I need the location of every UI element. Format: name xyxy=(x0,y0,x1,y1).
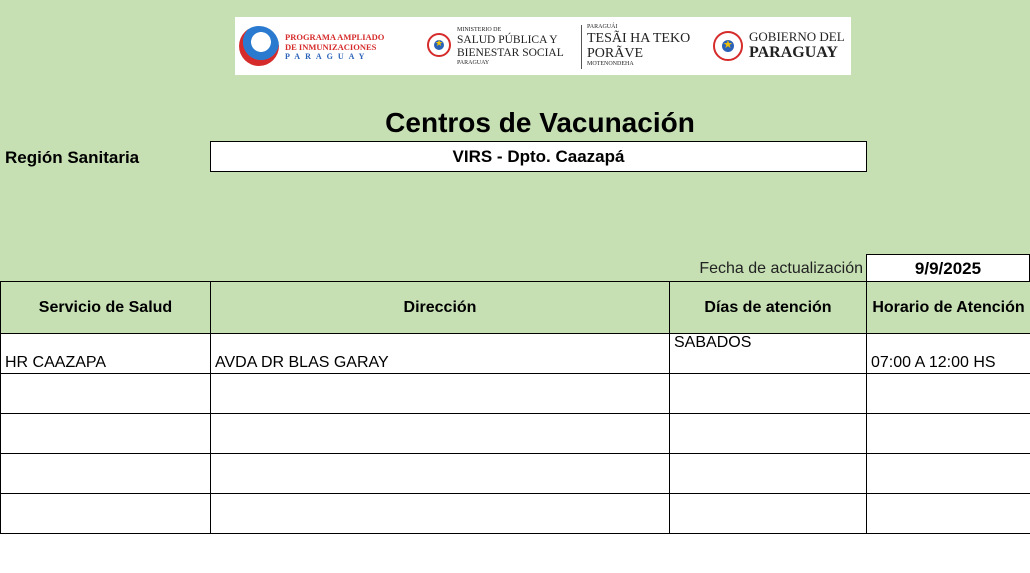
tesai-logo-small-top: PARAGUÁI xyxy=(587,24,618,30)
table-row xyxy=(1,414,1030,454)
government-logo-line2: PARAGUAY xyxy=(749,44,838,61)
cell-hours[interactable] xyxy=(867,494,1030,534)
cell-hours[interactable] xyxy=(867,414,1030,454)
column-header-hours: Horario de Atención xyxy=(867,282,1030,334)
cell-days[interactable] xyxy=(670,494,867,534)
pai-logo xyxy=(239,26,399,66)
pai-logo-line3: PARAGUAY xyxy=(285,52,370,61)
table-row xyxy=(1,334,1030,374)
cell-address[interactable] xyxy=(211,494,670,534)
logo-banner xyxy=(235,17,851,75)
cell-address[interactable] xyxy=(211,414,670,454)
page-title: Centros de Vacunación xyxy=(385,107,695,138)
ministry-logo-small-bottom: PARAGUAY xyxy=(457,60,490,66)
cell-address[interactable] xyxy=(211,454,670,494)
ministry-logo-small-top: MINISTERIO DE xyxy=(457,27,502,33)
column-header-address: Dirección xyxy=(211,282,670,334)
pai-logo-line1: PROGRAMA AMPLIADO xyxy=(285,32,385,42)
tesai-logo-small-bottom: MOTENONDEHA xyxy=(587,61,634,67)
government-logo xyxy=(713,27,849,67)
ministry-logo-line1: SALUD PÚBLICA Y xyxy=(457,34,558,46)
cell-service[interactable] xyxy=(1,374,211,414)
region-label: Región Sanitaria xyxy=(5,148,140,167)
vaccination-centers-table xyxy=(0,281,1030,534)
table-row xyxy=(1,454,1030,494)
table-header-row xyxy=(1,282,1030,334)
cell-days[interactable] xyxy=(670,374,867,414)
cell-address[interactable]: AVDA DR BLAS GARAY xyxy=(211,334,670,374)
cell-days[interactable] xyxy=(670,454,867,494)
table-row xyxy=(1,374,1030,414)
update-date-value[interactable]: 9/9/2025 xyxy=(866,254,1030,283)
government-seal-icon xyxy=(713,31,743,61)
government-logo-line1: GOBIERNO DEL xyxy=(749,29,845,44)
paraguay-seal-icon xyxy=(427,33,451,57)
column-header-days: Días de atención xyxy=(670,282,867,334)
region-value[interactable]: VIRS - Dpto. Caazapá xyxy=(210,141,867,172)
cell-hours[interactable]: 07:00 A 12:00 HS xyxy=(867,334,1030,374)
tesai-logo-line1: TESÃI HA TEKO xyxy=(587,31,691,46)
ministry-logo-line2: BIENESTAR SOCIAL xyxy=(457,47,564,59)
cell-service[interactable] xyxy=(1,454,211,494)
tesai-logo-line2: PORÃVE xyxy=(587,46,644,61)
cell-service[interactable] xyxy=(1,494,211,534)
cell-service[interactable] xyxy=(1,414,211,454)
cell-address[interactable] xyxy=(211,374,670,414)
cell-service[interactable]: HR CAAZAPA xyxy=(1,334,211,374)
pai-emblem-icon xyxy=(239,26,279,66)
logo-divider xyxy=(581,25,582,69)
table-row xyxy=(1,494,1030,534)
cell-hours[interactable] xyxy=(867,374,1030,414)
pai-logo-line2: DE INMUNIZACIONES xyxy=(285,42,377,52)
cell-days[interactable] xyxy=(670,414,867,454)
cell-hours[interactable] xyxy=(867,454,1030,494)
update-date-label: Fecha de actualización xyxy=(699,260,863,277)
ministry-logo xyxy=(427,25,577,69)
tesai-logo xyxy=(587,24,702,72)
column-header-service: Servicio de Salud xyxy=(1,282,211,334)
cell-days[interactable]: SABADOS xyxy=(670,334,867,374)
